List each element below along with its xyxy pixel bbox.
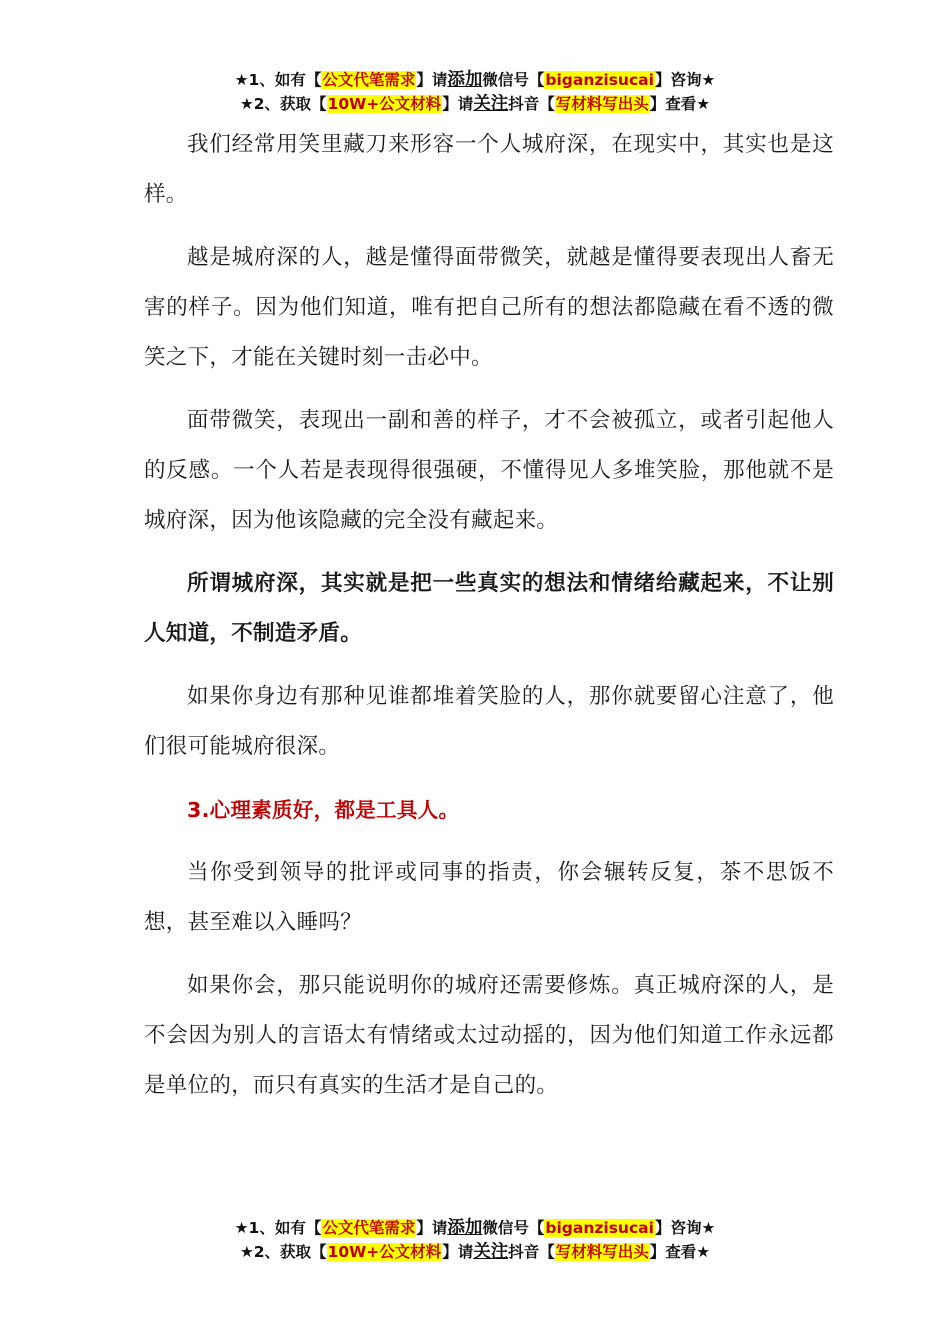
banner-text: 抖音【: [508, 1243, 555, 1261]
banner-text: 】咨询★: [654, 71, 716, 89]
banner-text: 】请: [442, 1243, 474, 1261]
paragraph: 如果你身边有那种见谁都堆着笑脸的人，那你就要留心注意了，他们很可能城府很深。: [144, 684, 834, 759]
banner-text: ★1、如有【: [234, 1219, 322, 1237]
document-body: [144, 120, 834, 1124]
bold-paragraph: 所谓城府深，其实就是把一些真实的想法和情绪给藏起来，不让别人知道，不制造矛盾。: [144, 571, 834, 646]
banner-text: ★2、获取【: [239, 1243, 327, 1261]
banner-text: 】查看★: [649, 1243, 711, 1261]
paragraph: 面带微笑，表现出一副和善的样子，才不会被孤立，或者引起他人的反感。一个人若是表现得很强硬，不懂得见人多堆笑脸，那他就不是城府深，因为他该隐藏的完全没有藏起来。: [144, 408, 834, 533]
banner-line-1: [0, 68, 950, 92]
banner-highlight: 公文代笔需求: [322, 71, 416, 89]
section-heading: 3.心理素质好，都是工具人。: [187, 798, 460, 822]
banner-underline: 添加: [447, 1218, 483, 1238]
banner-text: 】请: [416, 1219, 448, 1237]
banner-text: 微信号【: [482, 71, 545, 89]
paragraph: 如果你会，那只能说明你的城府还需要修炼。真正城府深的人，是不会因为别人的言语太有情绪或太过动摇的，因为他们知道工作永远都是单位的，而只有真实的生活才是自己的。: [144, 973, 834, 1098]
banner-highlight: biganzisucai: [545, 71, 654, 89]
banner-text: 】咨询★: [654, 1219, 716, 1237]
banner-text: ★1、如有【: [234, 71, 322, 89]
banner-text: ★2、获取【: [239, 95, 327, 113]
banner-highlight: 写材料写出头: [555, 95, 649, 113]
banner-text: 】请: [416, 71, 448, 89]
paragraph: 我们经常用笑里藏刀来形容一个人城府深，在现实中，其实也是这样。: [144, 132, 834, 207]
banner-line-2: [0, 92, 950, 116]
paragraph: 越是城府深的人，越是懂得面带微笑，就越是懂得要表现出人畜无害的样子。因为他们知道，唯有把自己所有的想法都隐藏在看不透的微笑之下，才能在关键时刻一击必中。: [144, 245, 834, 370]
banner-highlight: 10W+公文材料: [327, 95, 442, 113]
bottom-banner: [0, 1216, 950, 1264]
banner-text: 抖音【: [508, 95, 555, 113]
banner-underline: 关注: [473, 1242, 509, 1262]
banner-underline: 添加: [447, 70, 483, 90]
top-banner: [0, 68, 950, 116]
banner-highlight: 10W+公文材料: [327, 1243, 442, 1261]
banner-text: 微信号【: [482, 1219, 545, 1237]
banner-highlight: 公文代笔需求: [322, 1219, 416, 1237]
banner-underline: 关注: [473, 94, 509, 114]
paragraph: 当你受到领导的批评或同事的指责，你会辗转反复，茶不思饭不想，甚至难以入睡吗？: [144, 860, 834, 935]
banner-highlight: biganzisucai: [545, 1219, 654, 1237]
banner-line-1: [0, 1216, 950, 1240]
banner-line-2: [0, 1240, 950, 1264]
banner-highlight: 写材料写出头: [555, 1243, 649, 1261]
banner-text: 】请: [442, 95, 474, 113]
banner-text: 】查看★: [649, 95, 711, 113]
